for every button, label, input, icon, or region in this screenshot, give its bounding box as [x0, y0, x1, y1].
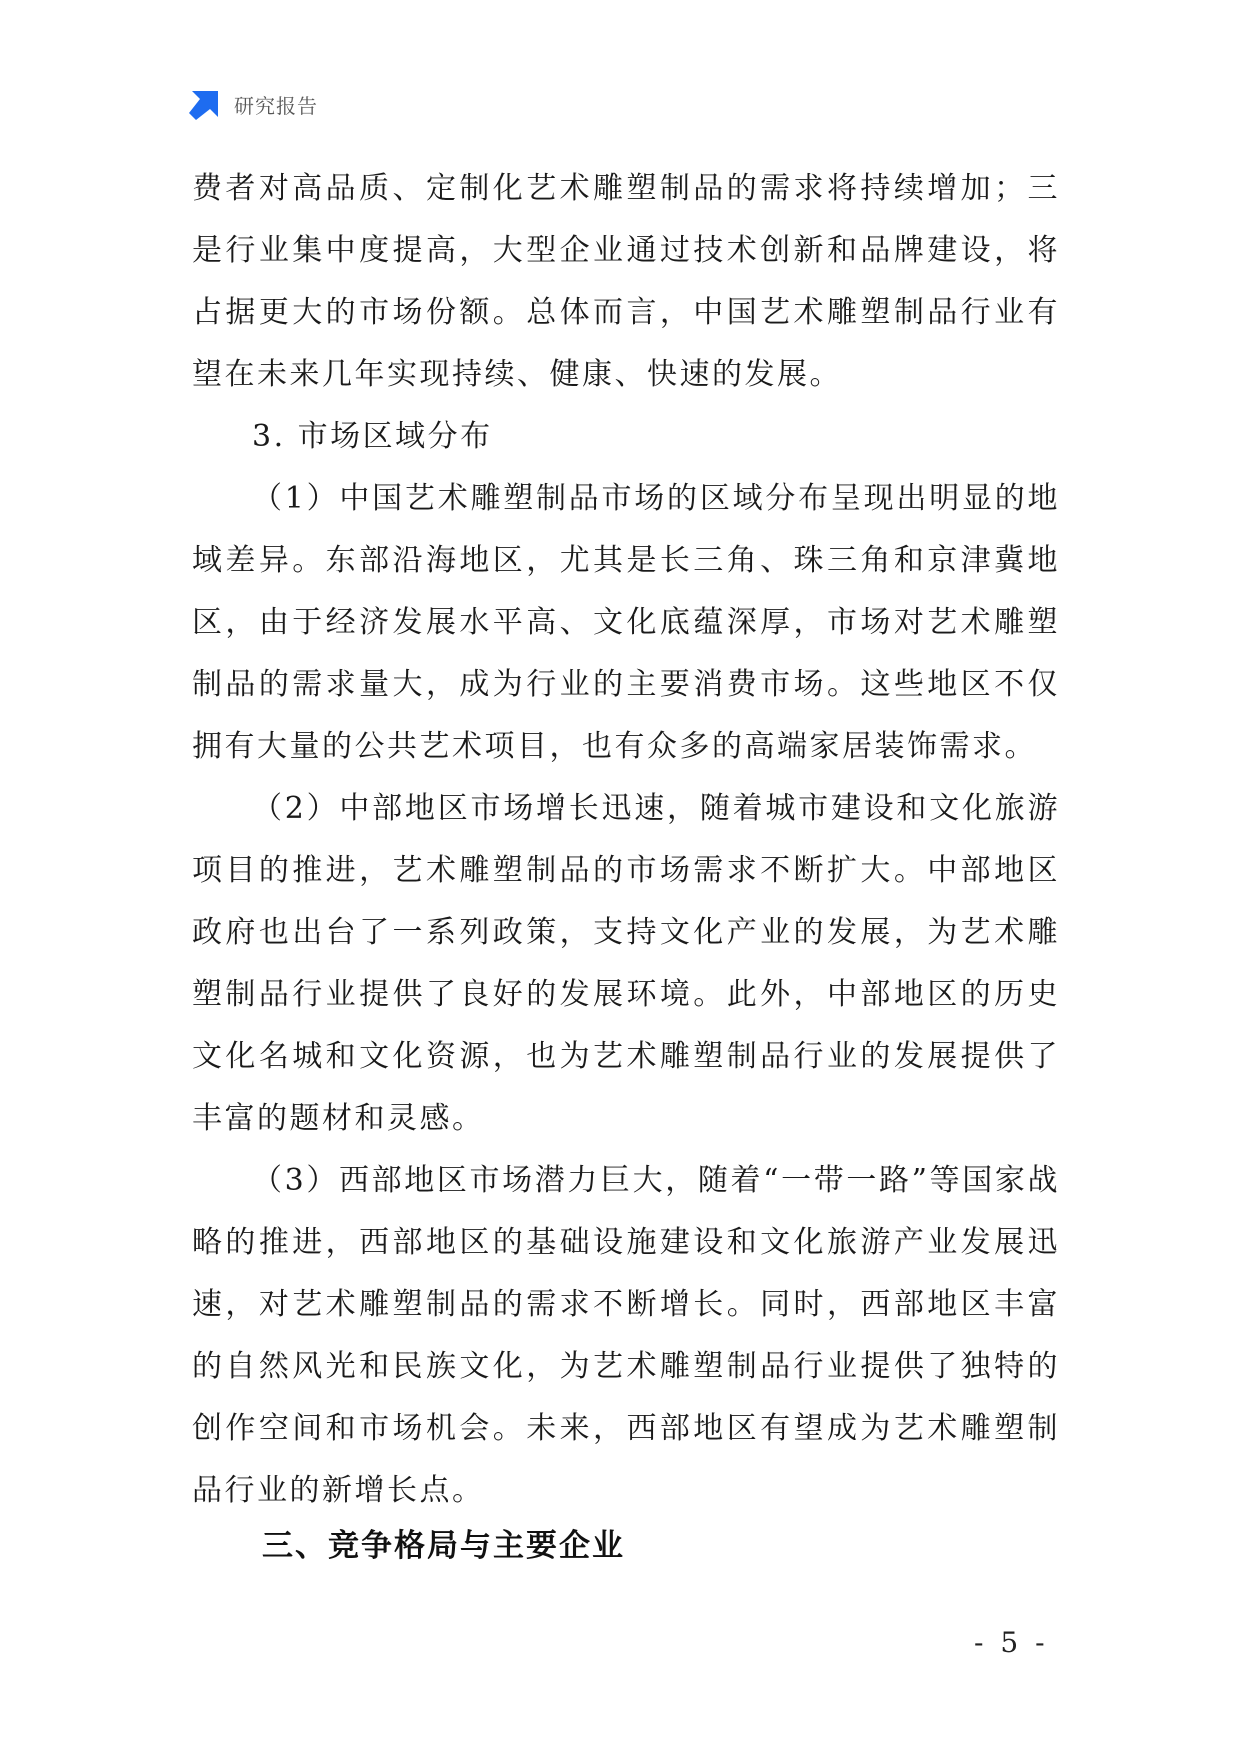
- header-title: 研究报告: [234, 93, 318, 118]
- page-header: [188, 86, 318, 122]
- page-number: - 5 -: [974, 1626, 1049, 1659]
- paragraph-west-region: （3）西部地区市场潜力巨大，随着“一带一路”等国家战略的推进，西部地区的基础设施建设和文化旅游产业发展迅速，对艺术雕塑制品的需求不断增长。同时，西部地区丰富的自然风光和民族文化，为艺术雕塑制品行业提供了独特的创作空间和市场机会。未来，西部地区有望成为艺术雕塑制品行业的新增长点。: [192, 1163, 1060, 1508]
- paragraph-east-region: （1）中国艺术雕塑制品市场的区域分布呈现出明显的地域差异。东部沿海地区，尤其是长三角、珠三角和京津冀地区，由于经济发展水平高、文化底蕴深厚，市场对艺术雕塑制品的需求量大，成为行业的主要消费市场。这些地区不仅拥有大量的公共艺术项目，也有众多的高端家居装饰需求。: [192, 481, 1060, 764]
- subsection-heading: 3. 市场区域分布: [252, 419, 493, 454]
- paragraph-central-region: （2）中部地区市场增长迅速，随着城市建设和文化旅游项目的推进，艺术雕塑制品的市场需求不断扩大。中部地区政府也出台了一系列政策，支持文化产业的发展，为艺术雕塑制品行业提供了良好的发展环境。此外，中部地区的历史文化名城和文化资源，也为艺术雕塑制品行业的发展提供了丰富的题材和灵感。: [192, 791, 1060, 1136]
- section-heading: 三、竞争格局与主要企业: [262, 1528, 625, 1564]
- arrow-up-right-icon: [188, 87, 222, 121]
- body-text: [192, 158, 1060, 1522]
- paragraph-continuation: 费者对高品质、定制化艺术雕塑制品的需求将持续增加；三是行业集中度提高，大型企业通过技术创新和品牌建设，将占据更大的市场份额。总体而言，中国艺术雕塑制品行业有望在未来几年实现持续、健康、快速的发展。: [192, 171, 1060, 392]
